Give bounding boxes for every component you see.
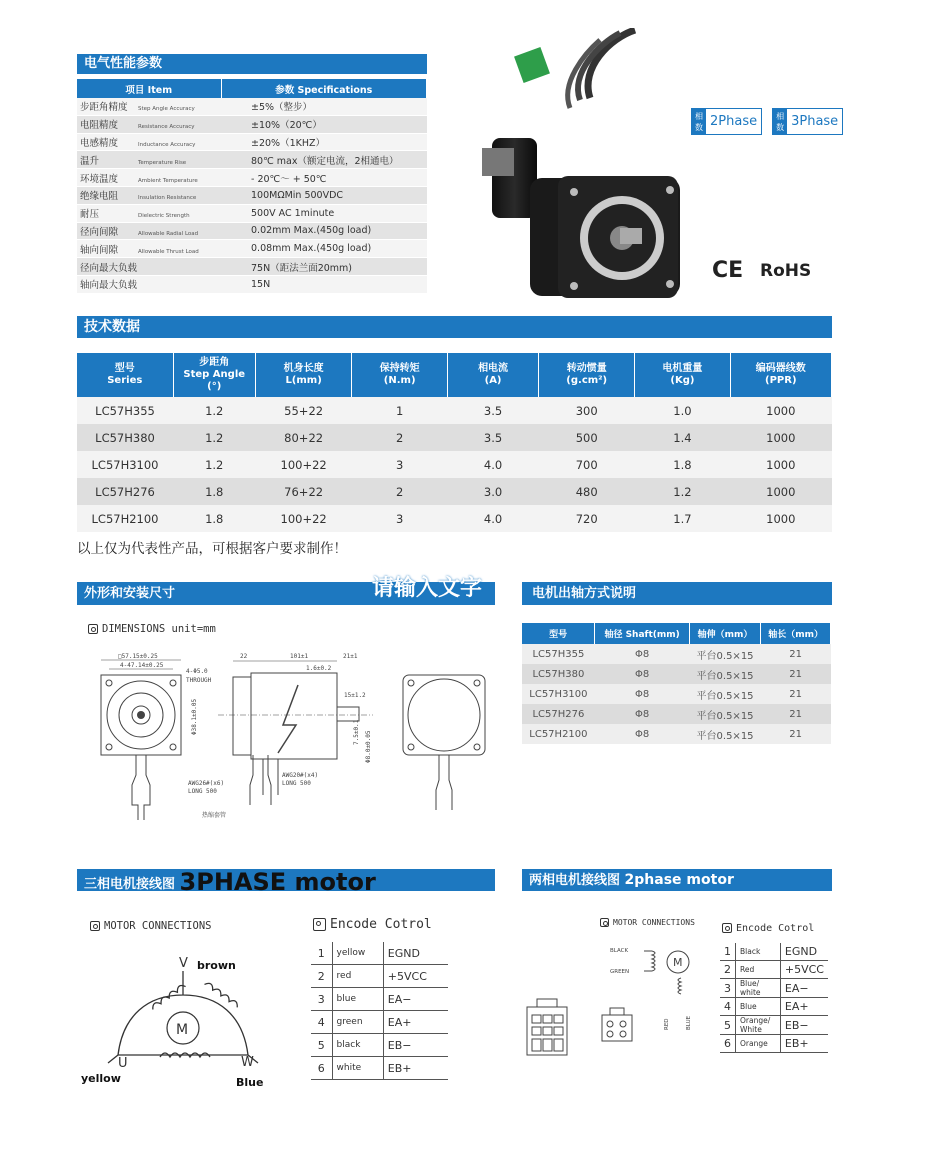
wire-green: GREEN [610,969,630,975]
electrical-value: 0.08mm Max.(450g load) [221,240,427,258]
tech-header-line: (Kg) [670,375,695,386]
tech-cell: LC57H2100 [77,505,173,532]
tech-header-cell [730,353,831,397]
tech-header-line: 步距角 [199,357,230,368]
terminal-u: U [118,1056,128,1071]
electrical-item-en: Insulation Resistance [138,195,197,202]
tech-header-cell [539,353,635,397]
shaft-cell: 21 [761,724,831,744]
tech-cell: 1000 [730,478,831,505]
shaft-cell: Φ8 [595,724,690,744]
tech-cell: 55+22 [255,397,351,424]
tech-cell: 480 [539,478,635,505]
tech-cell: LC57H355 [77,397,173,424]
tech-header-cell [173,353,255,397]
encode-signal: +5VCC [780,961,828,979]
tech-cell: 3.5 [448,424,539,451]
tech-header-cell [77,353,173,397]
badge-2phase [691,108,762,135]
dim-through: THROUGH [186,677,212,684]
electrical-table [77,79,427,294]
dim-long-b: LONG 500 [282,780,311,787]
tech-cell: 3 [352,451,448,478]
dim-shaft-len: 21±1 [343,653,358,660]
electrical-row [77,115,427,133]
encode-signal: EA− [780,979,828,998]
shaft-cell: Φ8 [595,644,690,664]
tech-header-line: 型号 [114,363,135,374]
encode-signal: EGND [383,942,448,965]
tech-header-line: 保持转矩 [379,363,420,374]
electrical-row [77,204,427,222]
electrical-value: 500V AC 1minute [221,204,427,222]
dim-15: 15±1.2 [344,692,366,699]
overlay-text: 请输入文字 [372,576,483,601]
dim-body: 101±1 [290,653,309,660]
encode-pin: 1 [720,943,736,961]
tech-cell: 1.2 [173,451,255,478]
electrical-item-cell [77,222,221,240]
tech-cell: 2 [352,478,448,505]
shaft-cell: LC57H355 [522,644,595,664]
electrical-item-cell [77,204,221,222]
encode-pin: 5 [311,1034,332,1057]
electrical-item-cell [77,169,221,187]
dim-16: 1.6±0.2 [306,665,332,672]
tech-header-line: (°) [207,381,222,392]
camera-icon [722,923,732,933]
electrical-item-cell [77,275,221,293]
dimensions-label: DIMENSIONS unit=mm [102,623,216,635]
rohs-mark: RoHS [760,261,812,281]
dim-flange: Φ38.1±0.05 [191,698,198,735]
encode-row [720,979,828,998]
phase-badges [691,108,843,135]
encode-signal: EA+ [780,998,828,1016]
encode-signal: EA− [383,988,448,1011]
tech-cell: 1.4 [635,424,730,451]
shaft-cell: Φ8 [595,684,690,704]
electrical-row [77,186,427,204]
encode-row [720,1016,828,1035]
electrical-item-cn: 径向最大负载 [80,262,138,274]
tech-header-line: (PPR) [765,375,797,386]
encode-row [720,943,828,961]
electrical-row [77,169,427,187]
dim-sq-outer: □57.15±0.25 [118,653,158,660]
encode-signal: EB+ [780,1035,828,1053]
shaft-cell: 21 [761,644,831,664]
wire-blue: BLUE [686,1015,692,1030]
encode-color: Orange/ White [736,1016,781,1035]
electrical-item-cell [77,258,221,276]
encode-color: Black [736,943,781,961]
electrical-header-spec: 参数 Specifications [221,79,427,98]
electrical-row [77,151,427,169]
tech-cell: 1.8 [173,505,255,532]
encode-pin: 5 [720,1016,736,1035]
shaft-cell: LC57H276 [522,704,595,724]
tech-title: 技术数据 [77,316,832,338]
encode-pin: 3 [311,988,332,1011]
tech-cell: 500 [539,424,635,451]
electrical-item-en: Inductance Accuracy [138,141,196,148]
encode-row [311,1057,448,1080]
encode-color: blue [332,988,383,1011]
terminal-v: V [179,956,188,971]
electrical-row [77,98,427,115]
electrical-value: ±20%（1KHZ） [221,133,427,151]
tech-cell: 100+22 [255,451,351,478]
electrical-item-cn: 轴向最大负载 [80,280,138,292]
electrical-value: ±5%（整步） [221,98,427,115]
tech-cell: 1 [352,397,448,424]
badge-label: 3Phase [791,114,839,129]
tech-cell: 1.2 [173,397,255,424]
electrical-item-cn: 绝缘电阻 [80,191,119,203]
electrical-value: ±10%（20℃） [221,115,427,133]
two-phase-title-cn: 两相电机接线图 [529,873,621,888]
tech-header-line: 转动惯量 [566,363,607,374]
two-m-label: M [673,956,683,969]
encode-pin: 2 [720,961,736,979]
shaft-cell: 21 [761,684,831,704]
shaft-header-cell: 轴长（mm） [761,623,831,644]
terminal-w-color: Blue [236,1076,264,1089]
tech-cell: 1.8 [635,451,730,478]
shaft-header-cell: 轴伸（mm） [689,623,760,644]
electrical-row [77,258,427,276]
tech-cell: 1.7 [635,505,730,532]
electrical-header-item: 项目 Item [77,79,221,98]
tech-cell: LC57H3100 [77,451,173,478]
dim-22: 22 [240,653,248,660]
camera-icon [600,918,609,927]
shaft-table [522,623,831,744]
encode-color: yellow [332,942,383,965]
tech-cell: 1.0 [635,397,730,424]
three-enc-table [311,942,448,1080]
shaft-cell: 平台0.5×15 [689,684,760,704]
encode-color: black [332,1034,383,1057]
tech-row [77,397,832,424]
electrical-value: 15N [221,275,427,293]
encode-signal: EB− [780,1016,828,1035]
badge-small: 相数 [773,109,787,134]
electrical-value: 75N（距法兰面20mm) [221,258,427,276]
encode-pin: 4 [720,998,736,1016]
electrical-item-en: Dielectric Strength [138,213,190,220]
dimensions-title: 外形和安装尺寸 [77,582,495,605]
electrical-item-cell [77,133,221,151]
electrical-item-cn: 耐压 [80,209,100,221]
tech-cell: 300 [539,397,635,424]
camera-icon [313,918,326,931]
shaft-cell: LC57H2100 [522,724,595,744]
tech-cell: 3.5 [448,397,539,424]
encode-row [311,942,448,965]
encode-signal: +5VCC [383,965,448,988]
tech-header-line: 相电流 [478,363,509,374]
tech-cell: 100+22 [255,505,351,532]
three-enc-label: Encode Cotrol [330,917,432,932]
electrical-title: 电气性能参数 [77,54,427,74]
motor-photo [470,28,685,300]
encode-color: Blue [736,998,781,1016]
two-enc-table [720,943,828,1053]
shaft-cell: 21 [761,704,831,724]
tech-note: 以上仅为代表性产品，可根据客户要求制作！ [77,541,347,557]
shaft-cell: 平台0.5×15 [689,644,760,664]
electrical-item-cn: 轴向间隙 [80,244,119,256]
encode-color: Blue/ white [736,979,781,998]
tech-header-line: 电机重量 [662,363,703,374]
tech-header-line: (A) [484,375,502,386]
tech-row [77,451,832,478]
tech-cell: 720 [539,505,635,532]
dim-75: 7.5±0.1 [353,719,360,745]
tech-cell: 1000 [730,451,831,478]
shaft-cell: LC57H380 [522,664,595,684]
dim-long-a: LONG 500 [188,788,217,795]
dim-shaft-dia: Φ8.0±0.05 [365,730,372,763]
encode-row [311,988,448,1011]
dim-sq-inner: 4-47.14±0.25 [120,662,164,669]
encode-color: Orange [736,1035,781,1053]
encode-row [720,1035,828,1053]
three-phase-band [77,868,495,896]
tech-cell: 1000 [730,424,831,451]
shaft-row [522,704,831,724]
electrical-item-en: Allowable Radial Load [138,230,199,237]
tech-cell: 1.2 [173,424,255,451]
electrical-item-en: Step Angle Accuracy [138,106,195,113]
electrical-row [77,222,427,240]
tech-cell: 80+22 [255,424,351,451]
shaft-row [522,684,831,704]
electrical-value: 0.02mm Max.(450g load) [221,222,427,240]
tech-cell: 4.0 [448,505,539,532]
wire-black: BLACK [610,948,629,954]
electrical-item-cell [77,151,221,169]
encode-signal: EGND [780,943,828,961]
tech-header-cell [255,353,351,397]
camera-icon [88,624,98,634]
encode-color: white [332,1057,383,1080]
three-m-label: M [176,1022,189,1038]
encode-row [311,965,448,988]
shaft-cell: 平台0.5×15 [689,724,760,744]
encode-color: red [332,965,383,988]
badge-label: 2Phase [710,114,758,129]
encode-signal: EB+ [383,1057,448,1080]
shaft-cell: LC57H3100 [522,684,595,704]
encode-color: Red [736,961,781,979]
ce-mark: CE [712,258,744,283]
shaft-cell: Φ8 [595,664,690,684]
two-conn-label: MOTOR CONNECTIONS [613,918,695,927]
electrical-item-cell [77,186,221,204]
three-phase-title-en: 3PHASE motor [179,868,376,896]
electrical-value: 100MΩMin 500VDC [221,186,427,204]
shaft-cell: 平台0.5×15 [689,664,760,684]
electrical-item-cell [77,98,221,115]
electrical-item-cn: 温升 [80,155,100,167]
tech-cell: 3 [352,505,448,532]
terminal-v-color: brown [197,959,236,972]
electrical-item-en: Allowable Thrust Load [138,248,199,255]
encode-row [311,1034,448,1057]
electrical-value: 80℃ max（额定电流，2相通电） [221,151,427,169]
shaft-title: 电机出轴方式说明 [522,582,832,605]
shaft-row [522,724,831,744]
dimensions-label-wrap [88,623,216,635]
dim-sleeve: 热缩套管 [202,812,227,819]
two-phase-diagram [522,935,712,1060]
electrical-item-cn: 环境温度 [80,173,119,185]
encode-pin: 4 [311,1011,332,1034]
encode-pin: 1 [311,942,332,965]
encode-row [311,1011,448,1034]
tech-cell: 4.0 [448,451,539,478]
dim-awg-a: AWG26#(x6) [188,780,225,787]
tech-cell: LC57H380 [77,424,173,451]
electrical-item-cn: 电阻精度 [80,120,119,132]
two-phase-band [522,869,832,891]
electrical-row [77,275,427,293]
badge-3phase [772,108,843,135]
wire-red: RED [664,1018,670,1030]
electrical-item-en: Ambient Temperature [138,177,198,184]
shaft-cell: Φ8 [595,704,690,724]
encode-signal: EB− [383,1034,448,1057]
encode-color: green [332,1011,383,1034]
dim-awg-b: AWG20#(x4) [282,772,319,779]
electrical-item-cell [77,115,221,133]
tech-cell: 2 [352,424,448,451]
tech-cell: 1000 [730,397,831,424]
shaft-cell: 平台0.5×15 [689,704,760,724]
two-enc-label: Encode Cotrol [736,923,815,934]
tech-header-line: Series [107,375,143,386]
tech-header-line: (g.cm²) [566,375,608,386]
three-conn-label-wrap [90,920,211,932]
tech-header-cell [635,353,730,397]
terminal-w: W [241,1055,254,1070]
tech-cell: 1000 [730,505,831,532]
encode-pin: 3 [720,979,736,998]
tech-cell: 1.2 [635,478,730,505]
electrical-item-cell [77,240,221,258]
shaft-row [522,644,831,664]
tech-cell: 700 [539,451,635,478]
camera-icon [90,921,100,931]
encode-row [720,998,828,1016]
two-enc-label-wrap [722,923,814,934]
dim-holes: 4-Φ5.0 [186,668,208,675]
tech-row [77,505,832,532]
tech-header-line: 编码器线数 [755,363,806,374]
three-enc-label-wrap [313,917,432,932]
shaft-cell: 21 [761,664,831,684]
electrical-row [77,240,427,258]
shaft-header-cell: 轴径 Shaft(mm) [595,623,690,644]
encode-pin: 6 [311,1057,332,1080]
tech-header-line: L(mm) [285,375,322,386]
tech-header-line: 机身长度 [283,363,324,374]
tech-cell: LC57H276 [77,478,173,505]
electrical-item-cn: 电感精度 [80,137,119,149]
tech-row [77,478,832,505]
tech-table [77,353,832,532]
electrical-item-en: Temperature Rise [138,159,187,166]
three-conn-label: MOTOR CONNECTIONS [104,920,212,932]
encode-pin: 2 [311,965,332,988]
electrical-value: - 20℃～ + 50℃ [221,169,427,187]
badge-small: 相数 [692,109,706,134]
shaft-row [522,664,831,684]
electrical-item-cn: 步距角精度 [80,102,128,114]
tech-row [77,424,832,451]
three-phase-title-cn: 三相电机接线图 [84,877,176,892]
two-conn-label-wrap [600,918,695,927]
terminal-u-color: yellow [81,1072,121,1085]
encode-pin: 6 [720,1035,736,1053]
encode-row [720,961,828,979]
tech-cell: 76+22 [255,478,351,505]
electrical-item-en: Resistance Accuracy [138,124,195,131]
two-phase-title-en: 2phase motor [624,872,734,888]
dimension-drawing [78,645,498,825]
three-phase-diagram [78,945,288,1095]
tech-cell: 3.0 [448,478,539,505]
electrical-row [77,133,427,151]
tech-header-cell [448,353,539,397]
tech-header-cell [352,353,448,397]
tech-header-line: Step Angle [183,369,246,380]
electrical-item-cn: 径向间隙 [80,226,119,238]
encode-signal: EA+ [383,1011,448,1034]
tech-cell: 1.8 [173,478,255,505]
tech-header-line: (N.m) [383,375,416,386]
shaft-header-cell: 型号 [522,623,595,644]
